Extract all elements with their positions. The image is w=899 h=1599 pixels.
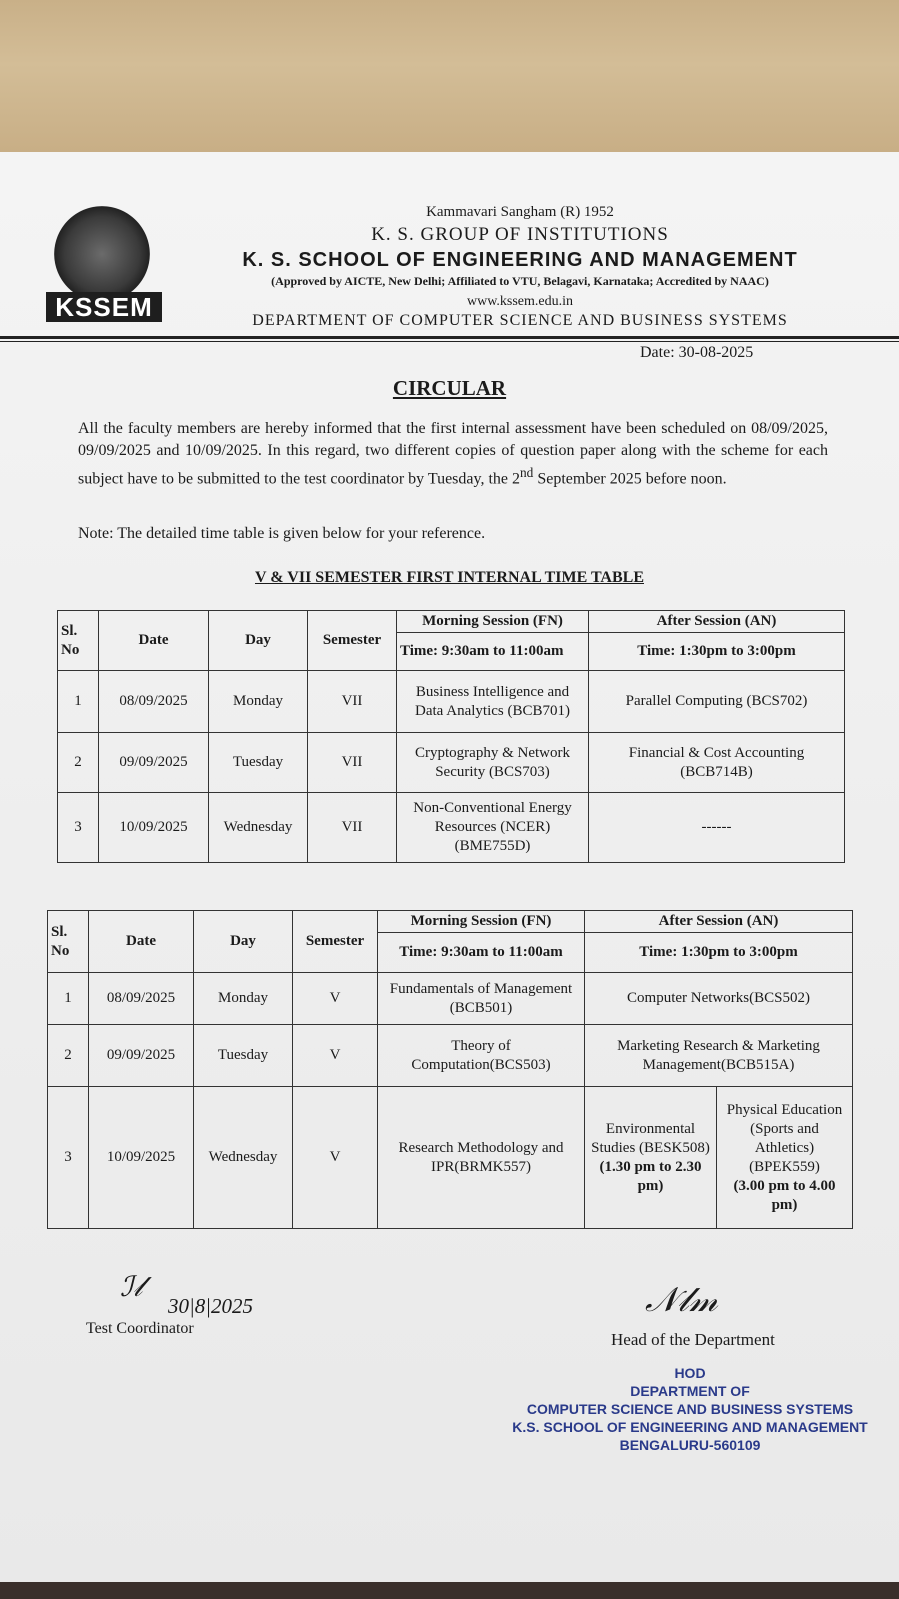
cell-an-b-time: (3.00 pm to 4.00 pm) xyxy=(733,1177,836,1213)
cell-an: Computer Networks(BCS502) xyxy=(585,973,853,1025)
cell-sl: 3 xyxy=(48,1087,89,1229)
department-name: DEPARTMENT OF COMPUTER SCIENCE AND BUSINESS SYSTEMS xyxy=(252,312,788,329)
cell-day: Monday xyxy=(194,973,293,1025)
table-row xyxy=(58,733,845,793)
col-semester: Semester xyxy=(308,611,397,671)
circular-title: CIRCULAR xyxy=(392,376,507,400)
coordinator-signature: ℐ𝓁 xyxy=(120,1272,143,1303)
timetable-title: V & VII SEMESTER FIRST INTERNAL TIME TABLE xyxy=(254,569,644,586)
stamp-line: K.S. SCHOOL OF ENGINEERING AND MANAGEMENT xyxy=(512,1419,868,1435)
cell-day: Wednesday xyxy=(194,1087,293,1229)
cell-fn: Non-Conventional Energy Resources (NCER) (BME755D) xyxy=(397,793,589,863)
cell-fn: Cryptography & Network Security (BCS703) xyxy=(397,733,589,793)
cell-fn: Fundamentals of Management (BCB501) xyxy=(378,973,585,1025)
cell-date: 08/09/2025 xyxy=(89,973,194,1025)
circular-date: Date: 30-08-2025 xyxy=(640,344,754,361)
col-fn-time: Time: 9:30am to 11:00am xyxy=(378,933,585,973)
cell-fn: Research Methodology and IPR(BRMK557) xyxy=(378,1087,585,1229)
school-name: K. S. SCHOOL OF ENGINEERING AND MANAGEMENT xyxy=(242,249,798,271)
hod-label: Head of the Department xyxy=(611,1330,775,1349)
cell-date: 10/09/2025 xyxy=(89,1087,194,1229)
cell-sl: 1 xyxy=(58,671,99,733)
cell-an-b-subject: Physical Education (Sports and Athletics) (BPEK559) xyxy=(726,1101,843,1175)
coordinator-sign-date: 30|8|2025 xyxy=(168,1294,254,1318)
hod-signature: 𝒩𝓁𝓂 xyxy=(645,1282,718,1319)
website: www.kssem.edu.in xyxy=(466,294,574,309)
stamp-line: COMPUTER SCIENCE AND BUSINESS SYSTEMS xyxy=(526,1401,854,1417)
cell-fn: Theory of Computation(BCS503) xyxy=(378,1025,585,1087)
cell-an: ------ xyxy=(589,793,845,863)
sangham-line: Kammavari Sangham (R) 1952 xyxy=(426,204,614,220)
col-date: Date xyxy=(99,611,209,671)
cell-day: Tuesday xyxy=(209,733,308,793)
col-semester: Semester xyxy=(293,911,378,973)
body-sup: nd xyxy=(520,465,534,480)
col-day: Day xyxy=(209,611,308,671)
body-text-1: All the faculty members are hereby informed that the first internal assessment have been scheduled on 08/09/2025, 09/09/2025 and 10/09/2025. In this regard, two different copies of question paper along with the scheme for each subject have to be submitted to the test coordinator by Tuesday, the 2 xyxy=(78,420,828,488)
cell-day: Wednesday xyxy=(209,793,308,863)
approval-line: (Approved by AICTE, New Delhi; Affiliated to VTU, Belagavi, Karnataka; Accredited by NAAC) xyxy=(271,274,769,288)
table-row xyxy=(48,973,853,1025)
cell-date: 08/09/2025 xyxy=(99,671,209,733)
cell-date: 09/09/2025 xyxy=(89,1025,194,1087)
cell-an: Financial & Cost Accounting (BCB714B) xyxy=(589,733,845,793)
cell-day: Monday xyxy=(209,671,308,733)
test-coordinator-label: Test Coordinator xyxy=(86,1320,194,1337)
col-an: After Session (AN) xyxy=(585,911,853,933)
cell-an: Marketing Research & Marketing Management(BCB515A) xyxy=(585,1025,853,1087)
cell-sl: 2 xyxy=(58,733,99,793)
cell-sl: 3 xyxy=(58,793,99,863)
cell-an-environmental xyxy=(585,1087,717,1229)
col-an-time: Time: 1:30pm to 3:00pm xyxy=(589,633,845,671)
stamp-line: DEPARTMENT OF xyxy=(630,1383,750,1399)
timetable-vii xyxy=(57,610,845,863)
group-name: K. S. GROUP OF INSTITUTIONS xyxy=(371,224,669,245)
cell-fn: Business Intelligence and Data Analytics (BCB701) xyxy=(397,671,589,733)
cell-semester: VII xyxy=(308,671,397,733)
body-text-2: September 2025 before noon. xyxy=(533,470,727,488)
cell-an-physical-education xyxy=(717,1087,853,1229)
col-fn: Morning Session (FN) xyxy=(397,611,589,633)
cell-semester: V xyxy=(293,1087,378,1229)
col-fn-time: Time: 9:30am to 11:00am xyxy=(397,633,589,671)
cell-day: Tuesday xyxy=(194,1025,293,1087)
hod-stamp xyxy=(500,1364,880,1454)
circular-body xyxy=(78,418,828,490)
cell-date: 10/09/2025 xyxy=(99,793,209,863)
kssem-logo xyxy=(46,206,162,326)
cell-semester: V xyxy=(293,1025,378,1087)
col-sl: Sl. No xyxy=(58,611,99,671)
note: Note: The detailed time table is given below for your reference. xyxy=(78,525,486,542)
cell-an-a-subject: Environmental Studies (BESK508) xyxy=(591,1120,710,1156)
cell-sl: 2 xyxy=(48,1025,89,1087)
table-row xyxy=(58,793,845,863)
cell-sl: 1 xyxy=(48,973,89,1025)
cell-semester: VII xyxy=(308,793,397,863)
timetable-v xyxy=(47,910,853,1229)
col-date: Date xyxy=(89,911,194,973)
table-row xyxy=(48,1087,853,1229)
col-sl: Sl. No xyxy=(48,911,89,973)
cell-semester: V xyxy=(293,973,378,1025)
header-rule-thin xyxy=(0,341,899,342)
table-row xyxy=(58,671,845,733)
logo-text: KSSEM xyxy=(46,292,162,322)
stamp-line: BENGALURU-560109 xyxy=(619,1437,761,1453)
header-rule xyxy=(0,336,899,339)
wooden-background xyxy=(0,0,899,160)
table-row xyxy=(48,1025,853,1087)
col-day: Day xyxy=(194,911,293,973)
cell-an: Parallel Computing (BCS702) xyxy=(589,671,845,733)
col-fn: Morning Session (FN) xyxy=(378,911,585,933)
institution-seal-icon xyxy=(54,206,150,302)
cell-semester: VII xyxy=(308,733,397,793)
cell-an-a-time: (1.30 pm to 2.30 pm) xyxy=(599,1158,702,1194)
cell-date: 09/09/2025 xyxy=(99,733,209,793)
bottom-edge xyxy=(0,1582,899,1599)
col-an: After Session (AN) xyxy=(589,611,845,633)
col-an-time: Time: 1:30pm to 3:00pm xyxy=(585,933,853,973)
stamp-line: HOD xyxy=(674,1365,706,1381)
